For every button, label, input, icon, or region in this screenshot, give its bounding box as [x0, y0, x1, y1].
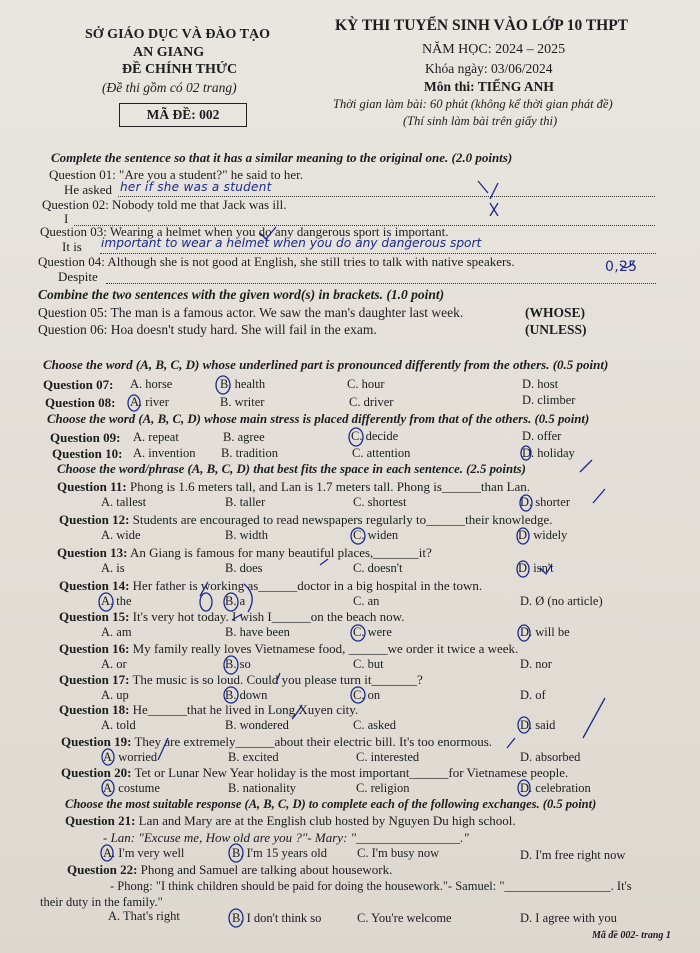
question-01: Question 01: "Are you a student?" he said to her.: [49, 167, 303, 182]
question-14-option-d: D. Ø (no article): [520, 594, 603, 608]
question-10-option-b: B. tradition: [221, 446, 278, 460]
question-05: Question 05: The man is a famous actor. We saw the man's daughter last week.: [38, 305, 464, 320]
question-21-option-b: B. I'm 15 years old: [232, 846, 327, 860]
question-11-text: Phong is 1.6 meters tall, and Lan is 1.7 meters tall. Phong is______than Lan.: [129, 479, 531, 494]
question-22-option-b: B. I don't think so: [232, 911, 322, 925]
pen-cross-q2: [490, 203, 498, 216]
question-04: Question 04: Although she is not good at English, she still tries to talk with native speakers.: [38, 254, 515, 269]
question-18: [59, 702, 358, 718]
question-12-option-c: C. widen: [353, 528, 399, 542]
question-17-option-d: D. of: [520, 688, 546, 702]
question-08-label: Question 08:: [45, 395, 116, 410]
question-20-option-a: A. costume: [103, 781, 160, 795]
question-12-option-d: D. widely: [518, 528, 568, 542]
question-03-stem: It is: [62, 239, 82, 254]
question-14-text: Her father is working as______doctor in a big hospital in the town.: [132, 578, 483, 593]
question-18-text: He______that he lived in Long Xuyen city.: [132, 702, 359, 717]
question-21-dialog: - Lan: "Excuse me, How old are you ?"- Mary: "________________.": [103, 830, 469, 845]
question-08-option-d: D. climber: [522, 393, 576, 407]
question-07-option-d: D. host: [522, 377, 559, 391]
question-17-option-a: A. up: [101, 688, 129, 702]
exam-title: KỲ THI TUYỂN SINH VÀO LỚP 10 THPT: [335, 17, 628, 34]
section-1-title: Complete the sentence so that it has a similar meaning to the original one. (2.0 points): [51, 150, 513, 165]
question-02-stem: I: [64, 211, 69, 226]
question-11-option-d: D. shorter: [520, 495, 570, 509]
question-07-label: Question 07:: [43, 377, 114, 392]
question-10-label: Question 10:: [52, 446, 123, 461]
question-19-option-c: C. interested: [356, 750, 420, 764]
department-name: SỞ GIÁO DỤC VÀ ĐÀO TẠO: [85, 27, 271, 42]
question-19: [61, 734, 492, 750]
question-10-option-c: C. attention: [352, 446, 411, 460]
question-10-option-d: D. holiday: [522, 446, 575, 460]
question-21-label: Question 21:: [65, 813, 136, 828]
slash-q18: [583, 698, 605, 738]
question-18-option-b: B. wondered: [225, 718, 289, 732]
question-14-option-a: A. the: [101, 594, 132, 608]
pages-note: (Đề thi gồm có 02 trang): [102, 80, 237, 95]
question-21-option-a: A. I'm very well: [103, 846, 185, 860]
section-3-title: Choose the word (A, B, C, D) whose underlined part is pronounced differently from the others. (0.5 point): [43, 357, 609, 372]
slash-q10: [580, 460, 592, 472]
question-15: [59, 609, 404, 625]
question-18-label: Question 18:: [59, 702, 130, 717]
question-11: [57, 479, 530, 495]
question-16-option-a: A. or: [101, 657, 127, 671]
question-18-option-d: D. said: [520, 718, 556, 732]
question-11-label: Question 11:: [57, 479, 127, 494]
answer-line-04: [106, 283, 656, 284]
question-09-option-b: B. agree: [223, 430, 265, 444]
question-12: [59, 512, 553, 528]
question-09-option-c: C. decide: [351, 429, 399, 443]
question-21-option-c: C. I'm busy now: [357, 846, 440, 860]
question-07-option-c: C. hour: [347, 377, 385, 391]
handwritten-answer-01: her if she was a student: [120, 180, 272, 194]
question-18-option-c: C. asked: [353, 718, 397, 732]
question-17: [59, 672, 423, 688]
question-16-option-b: B. so: [225, 657, 251, 671]
question-06: Question 06: Hoa doesn't study hard. She will fail in the exam.: [38, 322, 377, 337]
question-13-text: An Giang is famous for many beautiful places,_______it?: [129, 545, 432, 560]
question-17-option-c: C. on: [353, 688, 381, 702]
question-16-label: Question 16:: [59, 641, 130, 656]
school-year: NĂM HỌC: 2024 – 2025: [422, 42, 566, 57]
question-10-option-a: A. invention: [133, 446, 196, 460]
question-08-option-b: B. writer: [220, 395, 265, 409]
exam-date: Khóa ngày: 03/06/2024: [425, 61, 553, 76]
page-footer: Mã đề 002- trang 1: [592, 930, 671, 941]
question-15-option-a: A. am: [101, 625, 132, 639]
question-13-option-c: C. doesn't: [353, 561, 403, 575]
pen-tick-q1: [478, 181, 488, 193]
question-15-label: Question 15:: [59, 609, 130, 624]
question-13-option-b: B. does: [225, 561, 263, 575]
question-20-option-c: C. religion: [356, 781, 410, 795]
question-19-option-b: B. excited: [228, 750, 279, 764]
question-13-option-d: D. isn't: [518, 561, 554, 575]
question-21: [65, 813, 516, 829]
question-13-label: Question 13:: [57, 545, 128, 560]
question-17-option-b: B. down: [225, 688, 268, 702]
section-4-title: Choose the word (A, B, C, D) whose main stress is placed differently from that of the others. (0.5 point): [47, 412, 590, 426]
question-21-option-d: D. I'm free right now: [520, 848, 626, 862]
question-11-option-b: B. taller: [225, 495, 266, 509]
question-07-option-a: A. horse: [130, 377, 173, 391]
question-05-keyword: (WHOSE): [525, 305, 586, 320]
question-13: [57, 545, 432, 561]
question-20-option-d: D. celebration: [520, 781, 591, 795]
question-19-option-a: A. worried: [103, 750, 158, 764]
section-2-title: Combine the two sentences with the given word(s) in brackets. (1.0 point): [38, 287, 445, 302]
question-09-label: Question 09:: [50, 430, 121, 445]
question-20-label: Question 20:: [61, 765, 132, 780]
official-label: ĐỀ CHÍNH THỨC: [122, 62, 238, 77]
question-16-option-d: D. nor: [520, 657, 552, 671]
question-08-option-c: C. driver: [349, 395, 394, 409]
question-04-stem: Despite: [58, 269, 98, 284]
question-16: [59, 641, 518, 657]
question-17-label: Question 17:: [59, 672, 130, 687]
time-note: Thời gian làm bài: 60 phút (không kể thời gian phát đề): [333, 97, 613, 111]
question-16-text: My family really loves Vietnamese food, ______we order it twice a week.: [132, 641, 519, 656]
question-22-option-c: C. You're welcome: [357, 911, 452, 925]
question-02: Question 02: Nobody told me that Jack was ill.: [42, 197, 287, 212]
question-07-option-b: B. health: [220, 377, 266, 391]
question-12-text: Students are encouraged to read newspapers regularly to______their knowledge.: [132, 512, 553, 527]
question-22-option-d: D. I agree with you: [520, 911, 617, 925]
question-11-option-a: A. tallest: [101, 495, 147, 509]
question-21-text: Lan and Mary are at the English club hosted by Nguyen Du high school.: [138, 813, 516, 828]
handwritten-answer-03: important to wear a helmet when you do any dangerous sport: [101, 236, 482, 250]
question-15-option-c: C. were: [353, 625, 392, 639]
question-22-option-a: A. That's right: [108, 909, 180, 923]
question-12-option-a: A. wide: [101, 528, 141, 542]
question-20-option-b: B. nationality: [228, 781, 297, 795]
question-01-stem: He asked: [64, 182, 113, 197]
answer-note: (Thí sinh làm bài trên giấy thi): [403, 114, 558, 128]
question-12-label: Question 12:: [59, 512, 130, 527]
question-19-text: They are extremely______about their electric bill. It's too enormous.: [134, 734, 493, 749]
question-08-option-a: A. river: [130, 395, 169, 409]
question-13-option-a: A. is: [101, 561, 125, 575]
question-18-option-a: A. told: [101, 718, 136, 732]
question-20: [61, 765, 568, 781]
question-14-option-c: C. an: [353, 594, 380, 608]
handwritten-score: 0,25: [605, 259, 638, 275]
question-22-dialog: - Phong: "I think children should be paid for doing the housework."- Samuel: "_________________. It's: [110, 879, 632, 893]
question-14: [59, 578, 482, 594]
question-19-option-d: D. absorbed: [520, 750, 581, 764]
question-12-option-b: B. width: [225, 528, 269, 542]
question-22-label: Question 22:: [67, 862, 138, 877]
question-19-label: Question 19:: [61, 734, 132, 749]
question-16-option-c: C. but: [353, 657, 384, 671]
question-14-label: Question 14:: [59, 578, 130, 593]
question-22-text: Phong and Samuel are talking about housework.: [140, 862, 393, 877]
question-09-option-a: A. repeat: [133, 430, 179, 444]
question-15-option-b: B. have been: [225, 625, 290, 639]
slash-q11: [593, 489, 605, 503]
question-20-text: Tet or Lunar New Year holiday is the most important______for Vietnamese people.: [134, 765, 569, 780]
question-06-keyword: (UNLESS): [525, 322, 587, 337]
question-22: [67, 862, 392, 878]
subject: Môn thi: TIẾNG ANH: [424, 79, 554, 94]
section-6-title: Choose the most suitable response (A, B, C, D) to complete each of the following exchanges. (0.5 point): [65, 797, 597, 811]
question-03: Question 03: Wearing a helmet when you do any dangerous sport is important.: [40, 224, 449, 239]
section-5-title: Choose the word/phrase (A, B, C, D) that best fits the space in each sentence. (2.5 points): [57, 462, 526, 476]
question-15-text: It's very hot today. I wish I______on the beach now.: [132, 609, 405, 624]
question-14-option-b: B. a: [225, 594, 246, 608]
exam-code-box: MÃ ĐỀ: 002: [119, 103, 247, 127]
question-15-option-d: D. will be: [520, 625, 570, 639]
slash-q19-right: [507, 738, 515, 748]
question-17-text: The music is so loud. Could you please turn it_______?: [132, 672, 423, 687]
question-22-dialog-cont: their duty in the family.": [40, 895, 163, 909]
question-09-option-d: D. offer: [522, 429, 562, 443]
question-11-option-c: C. shortest: [353, 495, 407, 509]
province-name: AN GIANG: [133, 45, 205, 60]
